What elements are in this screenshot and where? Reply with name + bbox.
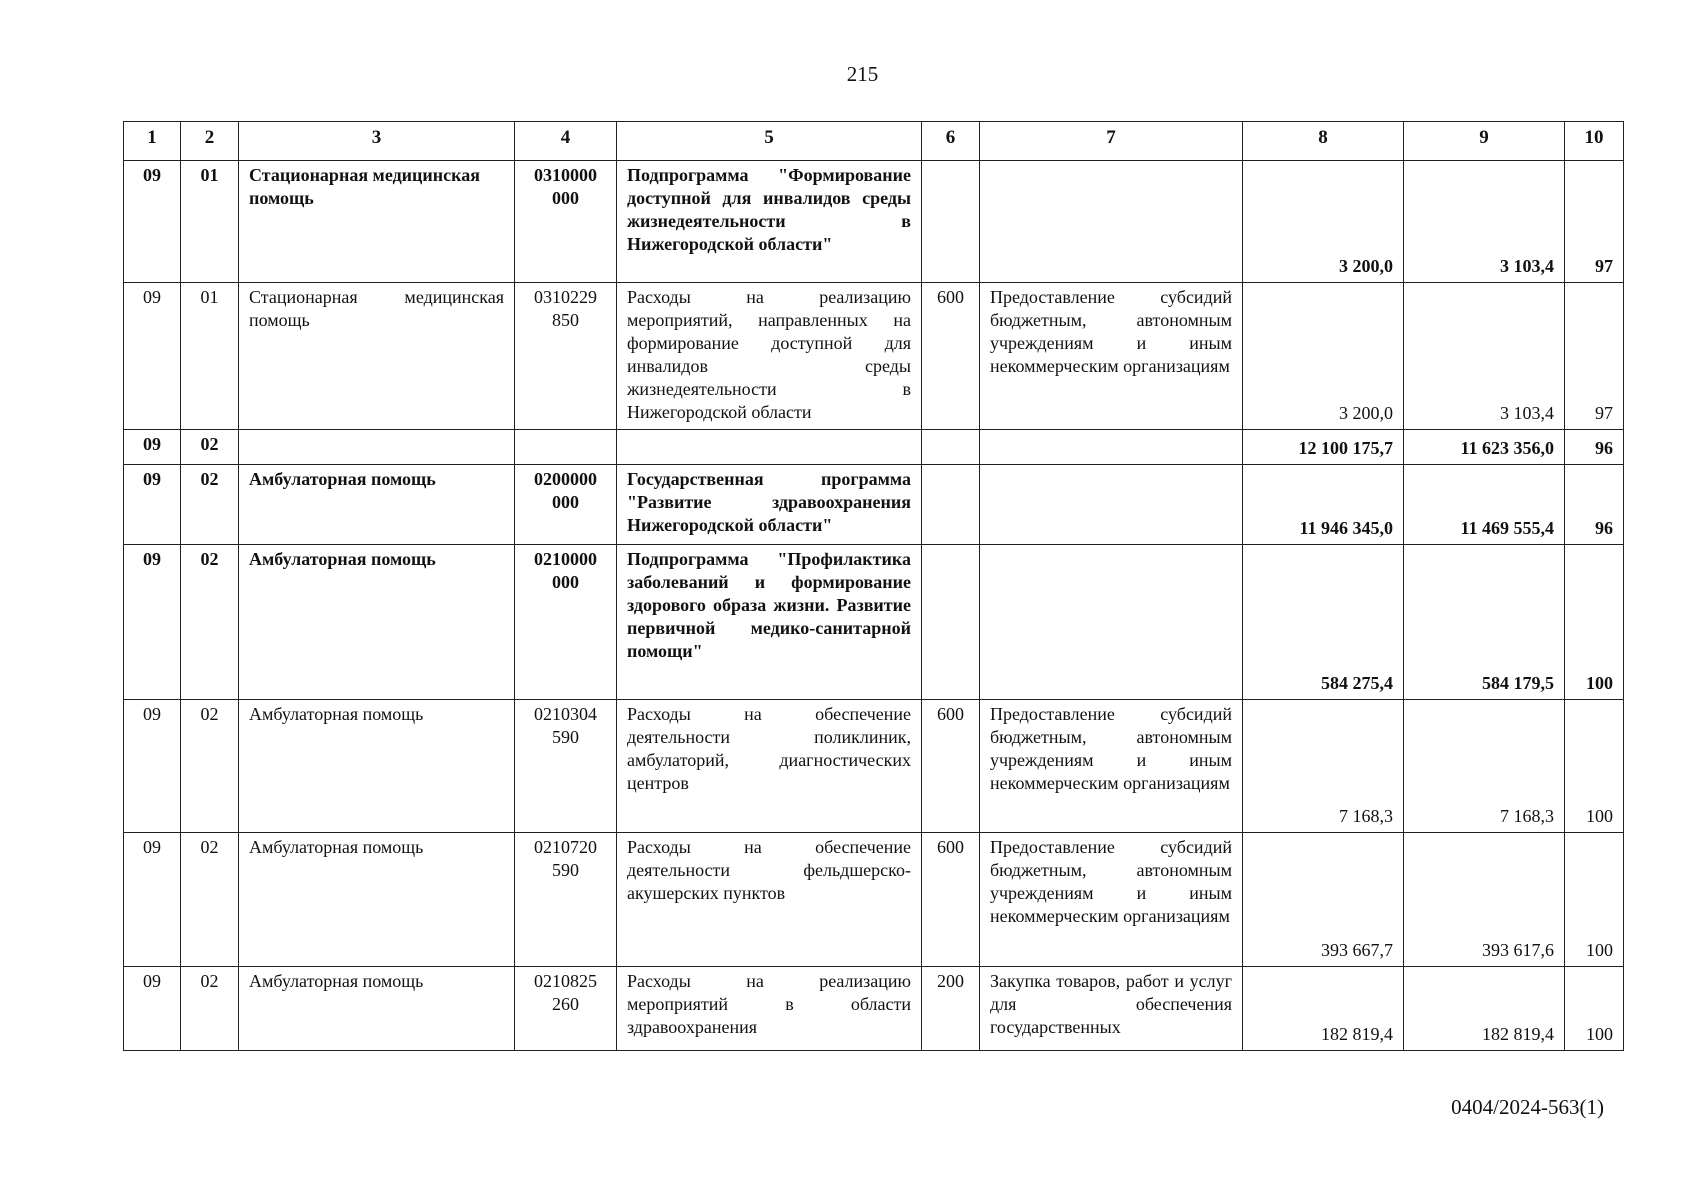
table-row <box>124 465 1624 545</box>
table-row <box>124 700 1624 833</box>
expense-type-code: 600 <box>922 700 980 833</box>
section-code: 09 <box>124 430 181 465</box>
actual-amount: 182 819,4 <box>1404 967 1565 1051</box>
actual-amount: 3 103,4 <box>1404 283 1565 430</box>
planned-amount: 182 819,4 <box>1243 967 1404 1051</box>
expense-type-name <box>980 465 1243 545</box>
table-row <box>124 545 1624 700</box>
planned-amount: 11 946 345,0 <box>1243 465 1404 545</box>
subsection-code: 02 <box>181 700 239 833</box>
target-article-name: Подпрограмма "Профилактика заболеваний и формирование здорового образа жизни. Развитие первичной медико-санитарной помощи" <box>617 545 922 700</box>
expense-type-code: 600 <box>922 283 980 430</box>
document-number: 0404/2024-563(1) <box>1451 1095 1604 1119</box>
table-row <box>124 161 1624 283</box>
expense-type-code <box>922 161 980 283</box>
table-row <box>124 430 1624 465</box>
execution-percent: 96 <box>1565 430 1624 465</box>
expense-type-name <box>980 161 1243 283</box>
actual-amount: 3 103,4 <box>1404 161 1565 283</box>
subsection-code: 02 <box>181 967 239 1051</box>
expense-type-name <box>980 545 1243 700</box>
column-header: 7 <box>980 122 1243 161</box>
expense-type-name <box>980 430 1243 465</box>
execution-percent: 100 <box>1565 545 1624 700</box>
target-article-name <box>617 430 922 465</box>
subsection-code: 02 <box>181 465 239 545</box>
actual-amount: 584 179,5 <box>1404 545 1565 700</box>
subsection-name: Стационарная медицинская помощь <box>239 161 515 283</box>
subsection-name: Амбулаторная помощь <box>239 545 515 700</box>
subsection-code: 01 <box>181 161 239 283</box>
section-code: 09 <box>124 700 181 833</box>
execution-percent: 96 <box>1565 465 1624 545</box>
subsection-name: Амбулаторная помощь <box>239 967 515 1051</box>
planned-amount: 3 200,0 <box>1243 283 1404 430</box>
target-article-name: Подпрограмма "Формирование доступной для инвалидов среды жизнедеятельности в Нижегородской области" <box>617 161 922 283</box>
expense-type-name: Закупка товаров, работ и услуг для обеспечения государственных <box>980 967 1243 1051</box>
section-code: 09 <box>124 545 181 700</box>
section-code: 09 <box>124 465 181 545</box>
execution-percent: 100 <box>1565 833 1624 967</box>
column-header: 1 <box>124 122 181 161</box>
planned-amount: 12 100 175,7 <box>1243 430 1404 465</box>
table-row <box>124 833 1624 967</box>
target-article-name: Государственная программа "Развитие здравоохранения Нижегородской области" <box>617 465 922 545</box>
subsection-name: Амбулаторная помощь <box>239 833 515 967</box>
expense-type-code: 200 <box>922 967 980 1051</box>
target-article-code: 0210720 590 <box>515 833 617 967</box>
header-row <box>124 122 1624 161</box>
planned-amount: 3 200,0 <box>1243 161 1404 283</box>
subsection-code: 02 <box>181 833 239 967</box>
target-article-code <box>515 430 617 465</box>
actual-amount: 393 617,6 <box>1404 833 1565 967</box>
target-article-code: 0210304 590 <box>515 700 617 833</box>
column-header: 6 <box>922 122 980 161</box>
column-header: 3 <box>239 122 515 161</box>
target-article-name: Расходы на реализацию мероприятий, направленных на формирование доступной для инвалидов среды жизнедеятельности в Нижегородской области <box>617 283 922 430</box>
expense-type-code <box>922 465 980 545</box>
expense-type-name: Предоставление субсидий бюджетным, автономным учреждениям и иным некоммерческим организациям <box>980 833 1243 967</box>
planned-amount: 7 168,3 <box>1243 700 1404 833</box>
actual-amount: 11 623 356,0 <box>1404 430 1565 465</box>
column-header: 10 <box>1565 122 1624 161</box>
budget-table <box>123 121 1624 1051</box>
section-code: 09 <box>124 967 181 1051</box>
column-header: 5 <box>617 122 922 161</box>
expense-type-code <box>922 430 980 465</box>
target-article-name: Расходы на обеспечение деятельности фельдшерско-акушерских пунктов <box>617 833 922 967</box>
column-header: 2 <box>181 122 239 161</box>
table-row <box>124 967 1624 1051</box>
target-article-name: Расходы на реализацию мероприятий в области здравоохранения <box>617 967 922 1051</box>
subsection-code: 01 <box>181 283 239 430</box>
target-article-code: 0200000 000 <box>515 465 617 545</box>
target-article-code: 0310000 000 <box>515 161 617 283</box>
page-number: 215 <box>846 62 879 86</box>
section-code: 09 <box>124 161 181 283</box>
subsection-name <box>239 430 515 465</box>
target-article-code: 0210000 000 <box>515 545 617 700</box>
subsection-name: Амбулаторная помощь <box>239 700 515 833</box>
table-row <box>124 283 1624 430</box>
column-header: 4 <box>515 122 617 161</box>
planned-amount: 393 667,7 <box>1243 833 1404 967</box>
subsection-name: Стационарная медицинская помощь <box>239 283 515 430</box>
subsection-name: Амбулаторная помощь <box>239 465 515 545</box>
section-code: 09 <box>124 283 181 430</box>
section-code: 09 <box>124 833 181 967</box>
target-article-code: 0210825 260 <box>515 967 617 1051</box>
column-header: 9 <box>1404 122 1565 161</box>
planned-amount: 584 275,4 <box>1243 545 1404 700</box>
actual-amount: 11 469 555,4 <box>1404 465 1565 545</box>
target-article-code: 0310229 850 <box>515 283 617 430</box>
expense-type-code <box>922 545 980 700</box>
execution-percent: 100 <box>1565 700 1624 833</box>
expense-type-code: 600 <box>922 833 980 967</box>
column-header: 8 <box>1243 122 1404 161</box>
execution-percent: 97 <box>1565 283 1624 430</box>
actual-amount: 7 168,3 <box>1404 700 1565 833</box>
execution-percent: 97 <box>1565 161 1624 283</box>
expense-type-name: Предоставление субсидий бюджетным, автономным учреждениям и иным некоммерческим организациям <box>980 283 1243 430</box>
subsection-code: 02 <box>181 430 239 465</box>
expense-type-name: Предоставление субсидий бюджетным, автономным учреждениям и иным некоммерческим организациям <box>980 700 1243 833</box>
execution-percent: 100 <box>1565 967 1624 1051</box>
subsection-code: 02 <box>181 545 239 700</box>
target-article-name: Расходы на обеспечение деятельности поликлиник, амбулаторий, диагностических центров <box>617 700 922 833</box>
